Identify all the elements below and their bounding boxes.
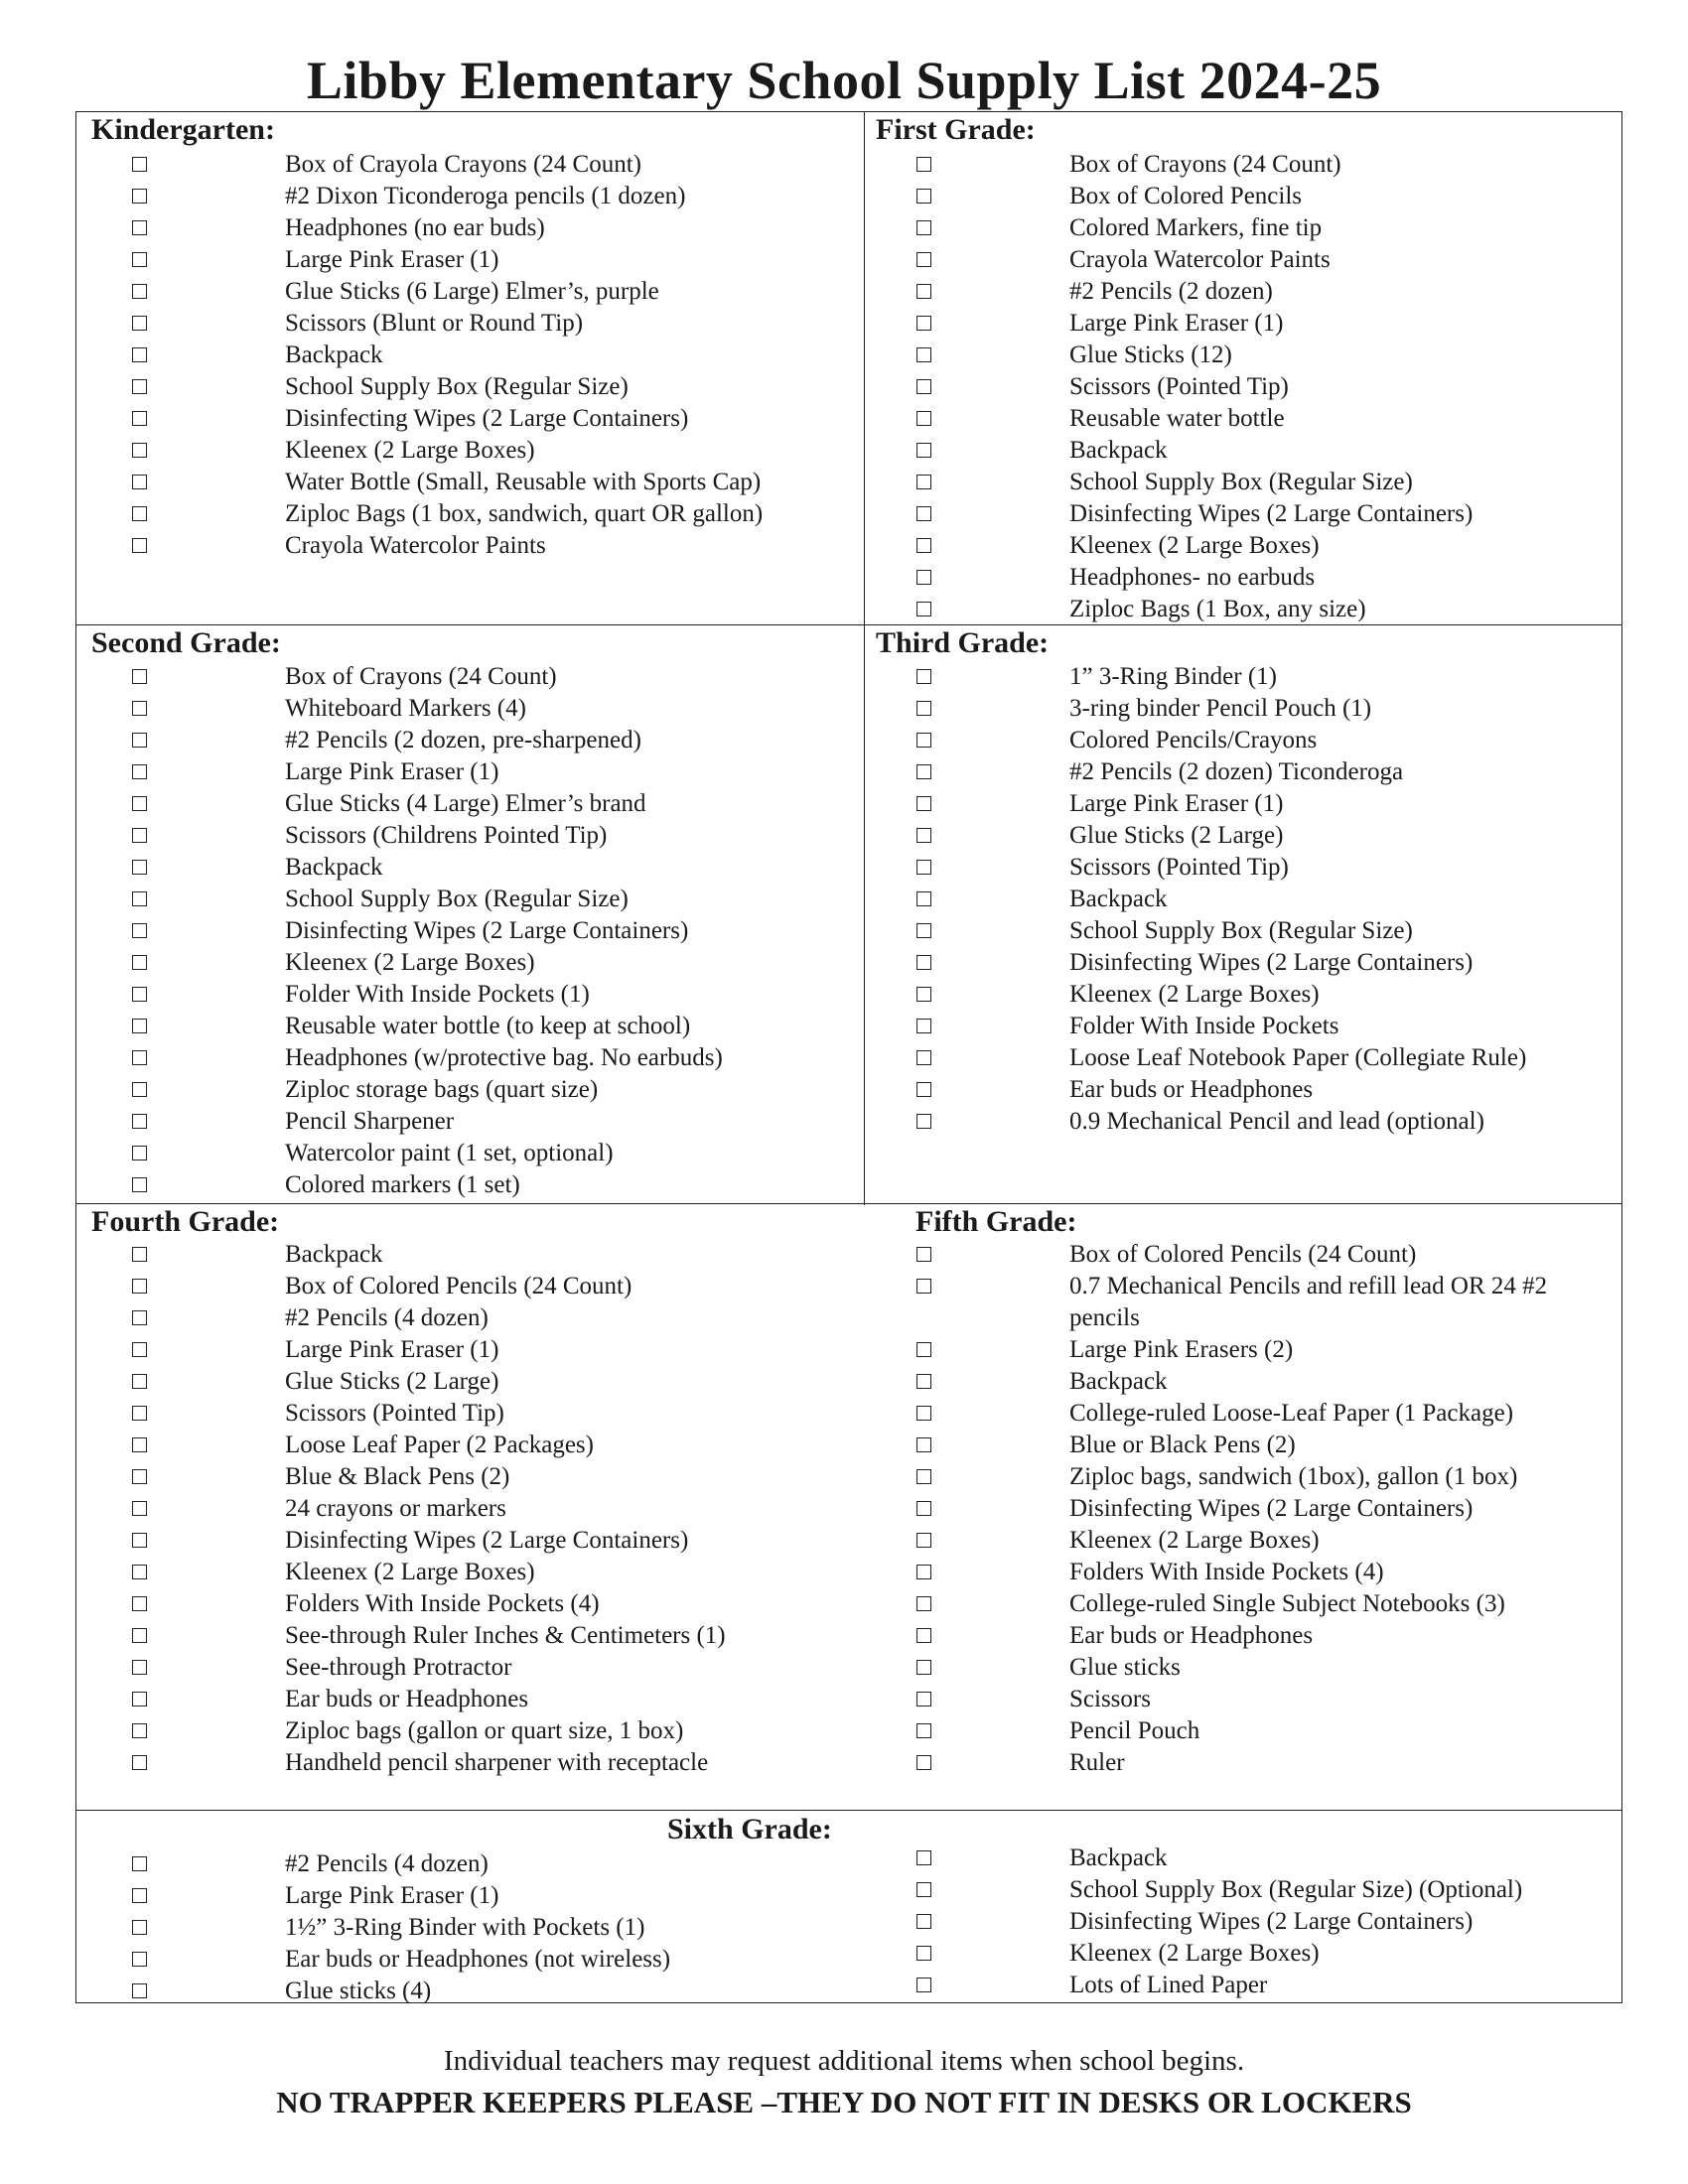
list-item[interactable]: Large Pink Eraser (1) <box>132 1334 847 1366</box>
checkbox[interactable] <box>916 538 931 553</box>
list-item[interactable]: Box of Crayons (24 Count) <box>916 149 1612 181</box>
list-item[interactable]: School Supply Box (Regular Size) <box>132 371 847 403</box>
checkbox[interactable] <box>132 764 147 779</box>
checkbox[interactable] <box>916 923 931 938</box>
list-item[interactable]: Backpack <box>916 1366 1612 1398</box>
checkbox[interactable] <box>916 1755 931 1770</box>
list-item[interactable]: Blue or Black Pens (2) <box>916 1430 1612 1461</box>
list-item[interactable]: Lots of Lined Paper <box>916 1970 1612 2001</box>
checkbox[interactable] <box>132 1856 147 1871</box>
third-grade-list <box>916 661 1612 1138</box>
checkbox[interactable] <box>916 506 931 521</box>
list-item[interactable]: Disinfecting Wipes (2 Large Containers) <box>916 498 1612 530</box>
list-item[interactable]: Glue Sticks (4 Large) Elmer’s brand <box>132 788 847 820</box>
list-item[interactable]: Box of Crayola Crayons (24 Count) <box>132 149 847 181</box>
checkbox[interactable] <box>132 379 147 394</box>
checkbox[interactable] <box>132 860 147 875</box>
checkbox[interactable] <box>132 796 147 811</box>
list-item[interactable]: #2 Pencils (2 dozen) <box>916 276 1612 308</box>
checkbox[interactable] <box>132 1342 147 1357</box>
checkbox[interactable] <box>916 316 931 331</box>
list-item[interactable]: See-through Protractor <box>132 1652 847 1684</box>
list-item[interactable]: Colored markers (1 set) <box>132 1169 847 1201</box>
checkbox[interactable] <box>132 1660 147 1675</box>
checkbox[interactable] <box>132 701 147 716</box>
checkbox[interactable] <box>916 1019 931 1033</box>
checkbox[interactable] <box>132 1501 147 1516</box>
checkbox[interactable] <box>132 1279 147 1294</box>
list-item[interactable]: School Supply Box (Regular Size) (Optional) <box>916 1874 1612 1906</box>
checkbox[interactable] <box>132 316 147 331</box>
list-item[interactable]: School Supply Box (Regular Size) <box>916 467 1612 498</box>
list-item[interactable]: Headphones (w/protective bag. No earbuds) <box>132 1042 847 1074</box>
list-item[interactable]: Large Pink Eraser (1) <box>132 1880 847 1912</box>
kindergarten-list <box>132 149 847 562</box>
checkbox[interactable] <box>916 733 931 748</box>
list-item[interactable]: #2 Pencils (4 dozen) <box>132 1302 847 1334</box>
checkbox[interactable] <box>916 1114 931 1129</box>
list-item[interactable]: 0.7 Mechanical Pencils and refill lead OR 24 #2 pencils <box>916 1271 1612 1334</box>
checkbox[interactable] <box>916 828 931 843</box>
checkbox[interactable] <box>916 443 931 458</box>
checkbox[interactable] <box>916 1374 931 1389</box>
list-item[interactable]: Box of Colored Pencils <box>916 181 1612 212</box>
checkbox[interactable] <box>132 411 147 426</box>
checkbox[interactable] <box>916 1437 931 1452</box>
list-item[interactable]: Kleenex (2 Large Boxes) <box>916 1938 1612 1970</box>
list-item[interactable]: Folders With Inside Pockets (4) <box>916 1557 1612 1588</box>
list-item[interactable]: Ziploc bags (gallon or quart size, 1 box) <box>132 1715 847 1747</box>
list-item[interactable]: Disinfecting Wipes (2 Large Containers) <box>916 947 1612 979</box>
checkbox[interactable] <box>132 955 147 970</box>
checkbox[interactable] <box>132 1755 147 1770</box>
grade-heading-first: First Grade: <box>876 113 1036 146</box>
list-item[interactable]: Headphones- no earbuds <box>916 562 1612 594</box>
list-item[interactable]: Scissors (Blunt or Round Tip) <box>132 308 847 340</box>
list-item[interactable]: Backpack <box>132 1239 847 1271</box>
checkbox[interactable] <box>132 1019 147 1033</box>
list-item[interactable]: Box of Colored Pencils (24 Count) <box>916 1239 1612 1271</box>
checkbox[interactable] <box>132 189 147 204</box>
sixth-grade-list-right <box>916 1843 1612 2001</box>
list-item[interactable]: Glue Sticks (2 Large) <box>916 820 1612 852</box>
list-item[interactable]: Ear buds or Headphones <box>916 1074 1612 1106</box>
list-item[interactable]: Disinfecting Wipes (2 Large Containers) <box>132 915 847 947</box>
checkbox[interactable] <box>916 1628 931 1643</box>
list-item[interactable]: #2 Pencils (2 dozen) Ticonderoga <box>916 756 1612 788</box>
list-item[interactable]: Crayola Watercolor Paints <box>916 244 1612 276</box>
sixth-grade-list-left <box>132 1848 847 2007</box>
list-item[interactable]: Kleenex (2 Large Boxes) <box>132 1557 847 1588</box>
page-title: Libby Elementary School Supply List 2024-25 <box>306 51 1382 110</box>
checkbox[interactable] <box>916 1692 931 1706</box>
grade-heading-third: Third Grade: <box>876 626 1050 659</box>
row-divider-3 <box>75 1810 1622 1811</box>
checkbox[interactable] <box>132 1723 147 1738</box>
list-item[interactable]: Glue Sticks (6 Large) Elmer’s, purple <box>132 276 847 308</box>
checkbox[interactable] <box>132 891 147 906</box>
column-divider-top <box>864 111 865 1205</box>
checkbox[interactable] <box>132 669 147 684</box>
list-item[interactable]: Water Bottle (Small, Reusable with Sports Cap) <box>132 467 847 498</box>
checkbox[interactable] <box>132 1437 147 1452</box>
first-grade-list <box>916 149 1612 625</box>
list-item[interactable]: Blue & Black Pens (2) <box>132 1461 847 1493</box>
checkbox[interactable] <box>916 1660 931 1675</box>
checkbox[interactable] <box>132 1177 147 1192</box>
checkbox[interactable] <box>916 602 931 616</box>
checkbox[interactable] <box>916 1850 931 1865</box>
checkbox[interactable] <box>132 284 147 299</box>
list-item[interactable]: Watercolor paint (1 set, optional) <box>132 1138 847 1169</box>
list-item[interactable]: 24 crayons or markers <box>132 1493 847 1525</box>
list-item[interactable]: School Supply Box (Regular Size) <box>916 915 1612 947</box>
checkbox[interactable] <box>916 1501 931 1516</box>
checkbox[interactable] <box>132 506 147 521</box>
list-item[interactable]: 0.9 Mechanical Pencil and lead (optional) <box>916 1106 1612 1138</box>
list-item[interactable]: #2 Pencils (4 dozen) <box>132 1848 847 1880</box>
list-item[interactable]: Folder With Inside Pockets <box>916 1011 1612 1042</box>
checkbox[interactable] <box>132 1469 147 1484</box>
list-item[interactable]: Scissors (Pointed Tip) <box>916 371 1612 403</box>
list-item[interactable]: Glue sticks <box>916 1652 1612 1684</box>
list-item[interactable]: See-through Ruler Inches & Centimeters (1) <box>132 1620 847 1652</box>
fifth-grade-list <box>916 1239 1612 1779</box>
list-item[interactable]: Ziploc bags, sandwich (1box), gallon (1 box) <box>916 1461 1612 1493</box>
checkbox[interactable] <box>132 1146 147 1160</box>
checkbox[interactable] <box>132 1565 147 1579</box>
checkbox[interactable] <box>132 1114 147 1129</box>
checkbox[interactable] <box>916 284 931 299</box>
list-item[interactable]: Scissors (Pointed Tip) <box>916 852 1612 884</box>
list-item[interactable]: Ruler <box>916 1747 1612 1779</box>
checkbox[interactable] <box>916 189 931 204</box>
checkbox[interactable] <box>916 1406 931 1421</box>
checkbox[interactable] <box>132 475 147 489</box>
list-item[interactable]: 1” 3-Ring Binder (1) <box>916 661 1612 693</box>
list-item[interactable]: Large Pink Eraser (1) <box>132 756 847 788</box>
checkbox[interactable] <box>916 891 931 906</box>
checkbox[interactable] <box>132 828 147 843</box>
checkbox[interactable] <box>916 1596 931 1611</box>
list-item[interactable]: College-ruled Single Subject Notebooks (3) <box>916 1588 1612 1620</box>
row-divider-2 <box>75 1203 1622 1204</box>
list-item[interactable]: Ziploc storage bags (quart size) <box>132 1074 847 1106</box>
checkbox[interactable] <box>132 1374 147 1389</box>
fourth-grade-list <box>132 1239 847 1779</box>
list-item[interactable]: Scissors (Childrens Pointed Tip) <box>132 820 847 852</box>
checkbox[interactable] <box>132 1050 147 1065</box>
list-item[interactable]: Folder With Inside Pockets (1) <box>132 979 847 1011</box>
list-item[interactable]: Handheld pencil sharpener with receptacle <box>132 1747 847 1779</box>
list-item[interactable]: Reusable water bottle (to keep at school) <box>132 1011 847 1042</box>
checkbox[interactable] <box>916 1978 931 1992</box>
list-item[interactable]: Glue Sticks (2 Large) <box>132 1366 847 1398</box>
list-item[interactable]: Kleenex (2 Large Boxes) <box>916 979 1612 1011</box>
checkbox[interactable] <box>132 923 147 938</box>
list-item[interactable]: Backpack <box>916 1843 1612 1874</box>
checkbox[interactable] <box>132 1692 147 1706</box>
list-item[interactable]: Box of Crayons (24 Count) <box>132 661 847 693</box>
checkbox[interactable] <box>916 570 931 585</box>
checkbox[interactable] <box>916 475 931 489</box>
checkbox[interactable] <box>916 347 931 362</box>
checkbox[interactable] <box>916 669 931 684</box>
checkbox[interactable] <box>916 987 931 1002</box>
checkbox[interactable] <box>916 1914 931 1929</box>
list-item[interactable]: Colored Markers, fine tip <box>916 212 1612 244</box>
checkbox[interactable] <box>132 987 147 1002</box>
list-item[interactable]: Ziploc Bags (1 Box, any size) <box>916 594 1612 625</box>
list-item[interactable]: Ear buds or Headphones (not wireless) <box>132 1944 847 1976</box>
list-item[interactable]: Folders With Inside Pockets (4) <box>132 1588 847 1620</box>
list-item[interactable]: Backpack <box>132 340 847 371</box>
checkbox[interactable] <box>132 1406 147 1421</box>
checkbox[interactable] <box>916 220 931 235</box>
list-item[interactable]: #2 Dixon Ticonderoga pencils (1 dozen) <box>132 181 847 212</box>
checkbox[interactable] <box>916 701 931 716</box>
list-item[interactable]: Kleenex (2 Large Boxes) <box>132 947 847 979</box>
footer-warning: NO TRAPPER KEEPERS PLEASE –THEY DO NOT FIT IN DESKS OR LOCKERS <box>276 2085 1412 2119</box>
list-item[interactable]: #2 Pencils (2 dozen, pre-sharpened) <box>132 725 847 756</box>
list-item[interactable]: Disinfecting Wipes (2 Large Containers) <box>132 1525 847 1557</box>
second-grade-list <box>132 661 847 1201</box>
list-item[interactable]: Scissors (Pointed Tip) <box>132 1398 847 1430</box>
list-item[interactable]: Kleenex (2 Large Boxes) <box>916 1525 1612 1557</box>
list-item[interactable]: Glue sticks (4) <box>132 1976 847 2007</box>
list-item[interactable]: Ear buds or Headphones <box>132 1684 847 1715</box>
list-item[interactable]: Glue Sticks (12) <box>916 340 1612 371</box>
list-item[interactable]: Scissors <box>916 1684 1612 1715</box>
list-item[interactable]: Headphones (no ear buds) <box>132 212 847 244</box>
checkbox[interactable] <box>916 1279 931 1294</box>
checkbox[interactable] <box>916 1342 931 1357</box>
checkbox[interactable] <box>916 1946 931 1961</box>
checkbox[interactable] <box>916 955 931 970</box>
list-item[interactable]: Large Pink Eraser (1) <box>916 308 1612 340</box>
checkbox[interactable] <box>916 1723 931 1738</box>
list-item[interactable]: Backpack <box>132 852 847 884</box>
checkbox[interactable] <box>132 733 147 748</box>
list-item[interactable]: Disinfecting Wipes (2 Large Containers) <box>916 1906 1612 1938</box>
list-item[interactable]: Whiteboard Markers (4) <box>132 693 847 725</box>
list-item[interactable]: 3-ring binder Pencil Pouch (1) <box>916 693 1612 725</box>
list-item[interactable]: Large Pink Erasers (2) <box>916 1334 1612 1366</box>
checkbox[interactable] <box>132 1952 147 1967</box>
checkbox[interactable] <box>132 1082 147 1097</box>
list-item[interactable]: Loose Leaf Paper (2 Packages) <box>132 1430 847 1461</box>
grade-heading-kindergarten: Kindergarten: <box>91 113 275 146</box>
list-item[interactable]: Colored Pencils/Crayons <box>916 725 1612 756</box>
checkbox[interactable] <box>916 1247 931 1262</box>
checkbox[interactable] <box>132 1533 147 1548</box>
list-item[interactable]: Large Pink Eraser (1) <box>132 244 847 276</box>
checkbox[interactable] <box>916 1469 931 1484</box>
footer-note: Individual teachers may request additional items when school begins. <box>443 2045 1245 2077</box>
grade-heading-fourth: Fourth Grade: <box>91 1205 280 1238</box>
list-item[interactable]: Ear buds or Headphones <box>916 1620 1612 1652</box>
list-item[interactable]: Reusable water bottle <box>916 403 1612 435</box>
checkbox[interactable] <box>916 411 931 426</box>
checkbox[interactable] <box>916 379 931 394</box>
checkbox[interactable] <box>132 252 147 267</box>
checkbox[interactable] <box>916 1050 931 1065</box>
checkbox[interactable] <box>132 347 147 362</box>
list-item[interactable]: 1½” 3-Ring Binder with Pockets (1) <box>132 1912 847 1944</box>
list-item[interactable]: Loose Leaf Notebook Paper (Collegiate Rule) <box>916 1042 1612 1074</box>
checkbox[interactable] <box>132 1628 147 1643</box>
list-item[interactable]: Kleenex (2 Large Boxes) <box>132 435 847 467</box>
list-item[interactable]: Backpack <box>916 435 1612 467</box>
grade-heading-fifth: Fifth Grade: <box>915 1205 1077 1238</box>
checkbox[interactable] <box>132 1983 147 1998</box>
checkbox[interactable] <box>132 220 147 235</box>
checkbox[interactable] <box>132 1888 147 1903</box>
checkbox[interactable] <box>916 157 931 172</box>
list-item[interactable]: Ziploc Bags (1 box, sandwich, quart OR gallon) <box>132 498 847 530</box>
checkbox[interactable] <box>132 1596 147 1611</box>
checkbox[interactable] <box>916 796 931 811</box>
checkbox[interactable] <box>132 1310 147 1325</box>
checkbox[interactable] <box>132 157 147 172</box>
checkbox[interactable] <box>916 764 931 779</box>
list-item[interactable]: Disinfecting Wipes (2 Large Containers) <box>132 403 847 435</box>
list-item[interactable]: School Supply Box (Regular Size) <box>132 884 847 915</box>
grade-heading-sixth: Sixth Grade: <box>667 1813 832 1845</box>
checkbox[interactable] <box>132 1247 147 1262</box>
list-item[interactable]: Pencil Pouch <box>916 1715 1612 1747</box>
list-item[interactable]: Box of Colored Pencils (24 Count) <box>132 1271 847 1302</box>
list-item[interactable]: Disinfecting Wipes (2 Large Containers) <box>916 1493 1612 1525</box>
checkbox[interactable] <box>132 538 147 553</box>
list-item[interactable]: Pencil Sharpener <box>132 1106 847 1138</box>
list-item[interactable]: College-ruled Loose-Leaf Paper (1 Package) <box>916 1398 1612 1430</box>
list-item[interactable]: Backpack <box>916 884 1612 915</box>
checkbox[interactable] <box>916 1082 931 1097</box>
checkbox[interactable] <box>916 1565 931 1579</box>
checkbox[interactable] <box>916 1882 931 1897</box>
list-item[interactable]: Kleenex (2 Large Boxes) <box>916 530 1612 562</box>
checkbox[interactable] <box>916 1533 931 1548</box>
checkbox[interactable] <box>916 860 931 875</box>
checkbox[interactable] <box>132 443 147 458</box>
list-item[interactable]: Large Pink Eraser (1) <box>916 788 1612 820</box>
list-item[interactable]: Crayola Watercolor Paints <box>132 530 847 562</box>
grade-heading-second: Second Grade: <box>91 626 281 659</box>
checkbox[interactable] <box>916 252 931 267</box>
checkbox[interactable] <box>132 1920 147 1935</box>
